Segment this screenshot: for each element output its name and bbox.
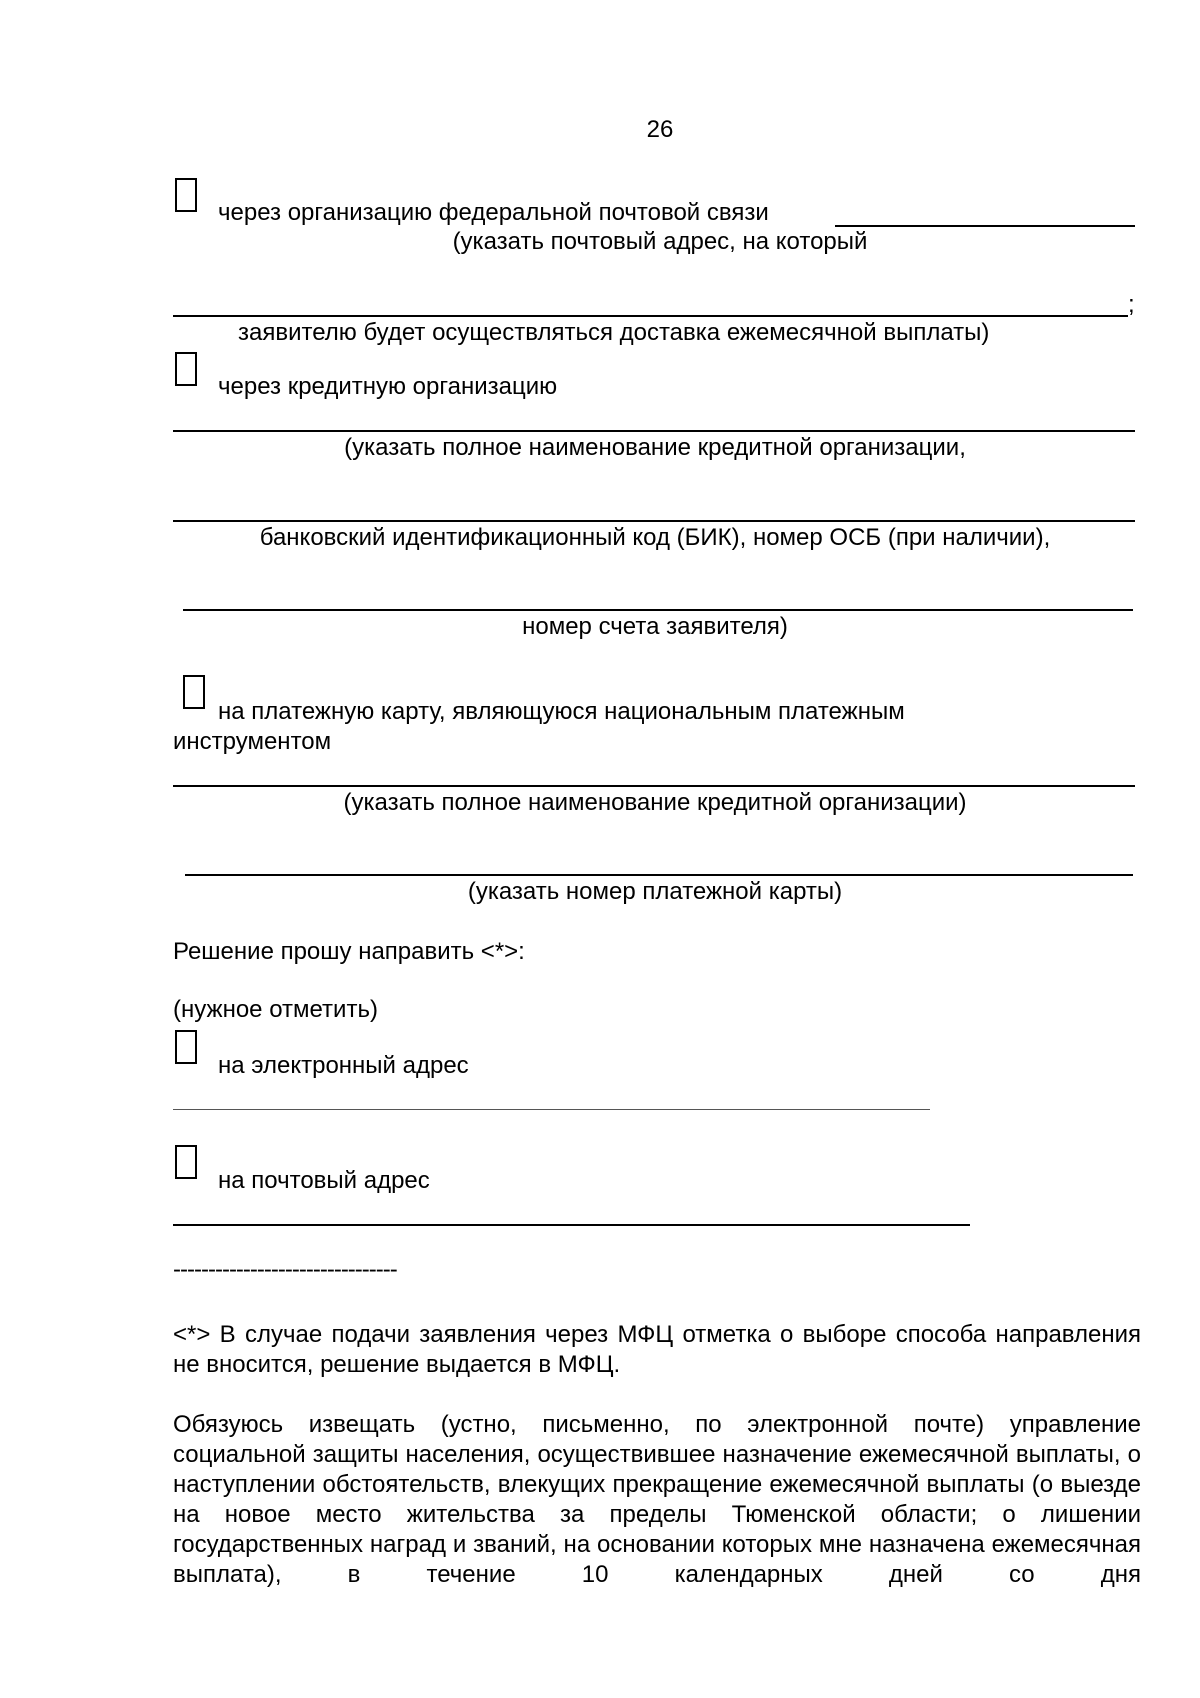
card-hint-1: (указать полное наименование кредитной организации)	[343, 789, 967, 816]
bank-hint-2: банковский идентификационный код (БИК), номер ОСБ (при наличии),	[259, 524, 1051, 551]
decision-title: Решение прошу направить <*>:	[173, 938, 525, 965]
postal-label: на почтовый адрес	[218, 1167, 430, 1194]
postal-field[interactable]	[173, 1224, 970, 1226]
card-delivery-label-1: на платежную карту, являющуюся национальным платежным	[218, 698, 905, 725]
post-address-field-2[interactable]	[173, 315, 1128, 317]
post-delivery-label: через организацию федеральной почтовой связи	[218, 199, 769, 226]
card-bank-field[interactable]	[173, 785, 1135, 787]
bank-name-field[interactable]	[173, 430, 1135, 432]
page-number: 26	[646, 116, 674, 143]
post-hint-2: заявителю будет осуществляться доставка ежемесячной выплаты)	[238, 319, 990, 346]
bank-delivery-label: через кредитную организацию	[218, 373, 558, 400]
email-checkbox[interactable]	[175, 1030, 197, 1064]
decision-note: (нужное отметить)	[173, 996, 378, 1023]
postal-checkbox[interactable]	[175, 1145, 197, 1179]
email-field[interactable]	[173, 1109, 930, 1110]
card-delivery-label-2: инструментом	[173, 728, 332, 755]
semicolon: ;	[1128, 291, 1135, 318]
card-number-field[interactable]	[185, 874, 1133, 876]
bank-account-field[interactable]	[183, 609, 1133, 611]
email-label: на электронный адрес	[218, 1052, 469, 1079]
obligation-paragraph: Обязуюсь извещать (устно, письменно, по электронной почте) управление социальной защиты населения, осуществившее назначение ежемесячной выплаты, о наступлении обстоятельств, влекущих прекращение ежемесячной выплаты (о выезде на новое место жительства за пределы Тюменской области; о лишении государственных наград и званий, на основании которых мне назначена ежемесячная выплата), в течение 10 календарных дней со дня	[173, 1411, 1141, 1588]
bank-delivery-checkbox[interactable]	[175, 352, 197, 386]
post-delivery-checkbox[interactable]	[175, 178, 197, 212]
bank-hint-3: номер счета заявителя)	[522, 613, 788, 640]
bank-hint-1: (указать полное наименование кредитной организации,	[344, 434, 966, 461]
bank-bik-field[interactable]	[173, 520, 1135, 522]
card-hint-2: (указать номер платежной карты)	[467, 878, 843, 905]
post-hint-1: (указать почтовый адрес, на который	[452, 228, 868, 255]
footnote: <*> В случае подачи заявления через МФЦ отметка о выборе способа направления не вносится, решение выдается в МФЦ.	[173, 1321, 1141, 1378]
card-delivery-checkbox[interactable]	[183, 675, 205, 709]
footnote-separator: --------------------------------	[173, 1256, 397, 1283]
